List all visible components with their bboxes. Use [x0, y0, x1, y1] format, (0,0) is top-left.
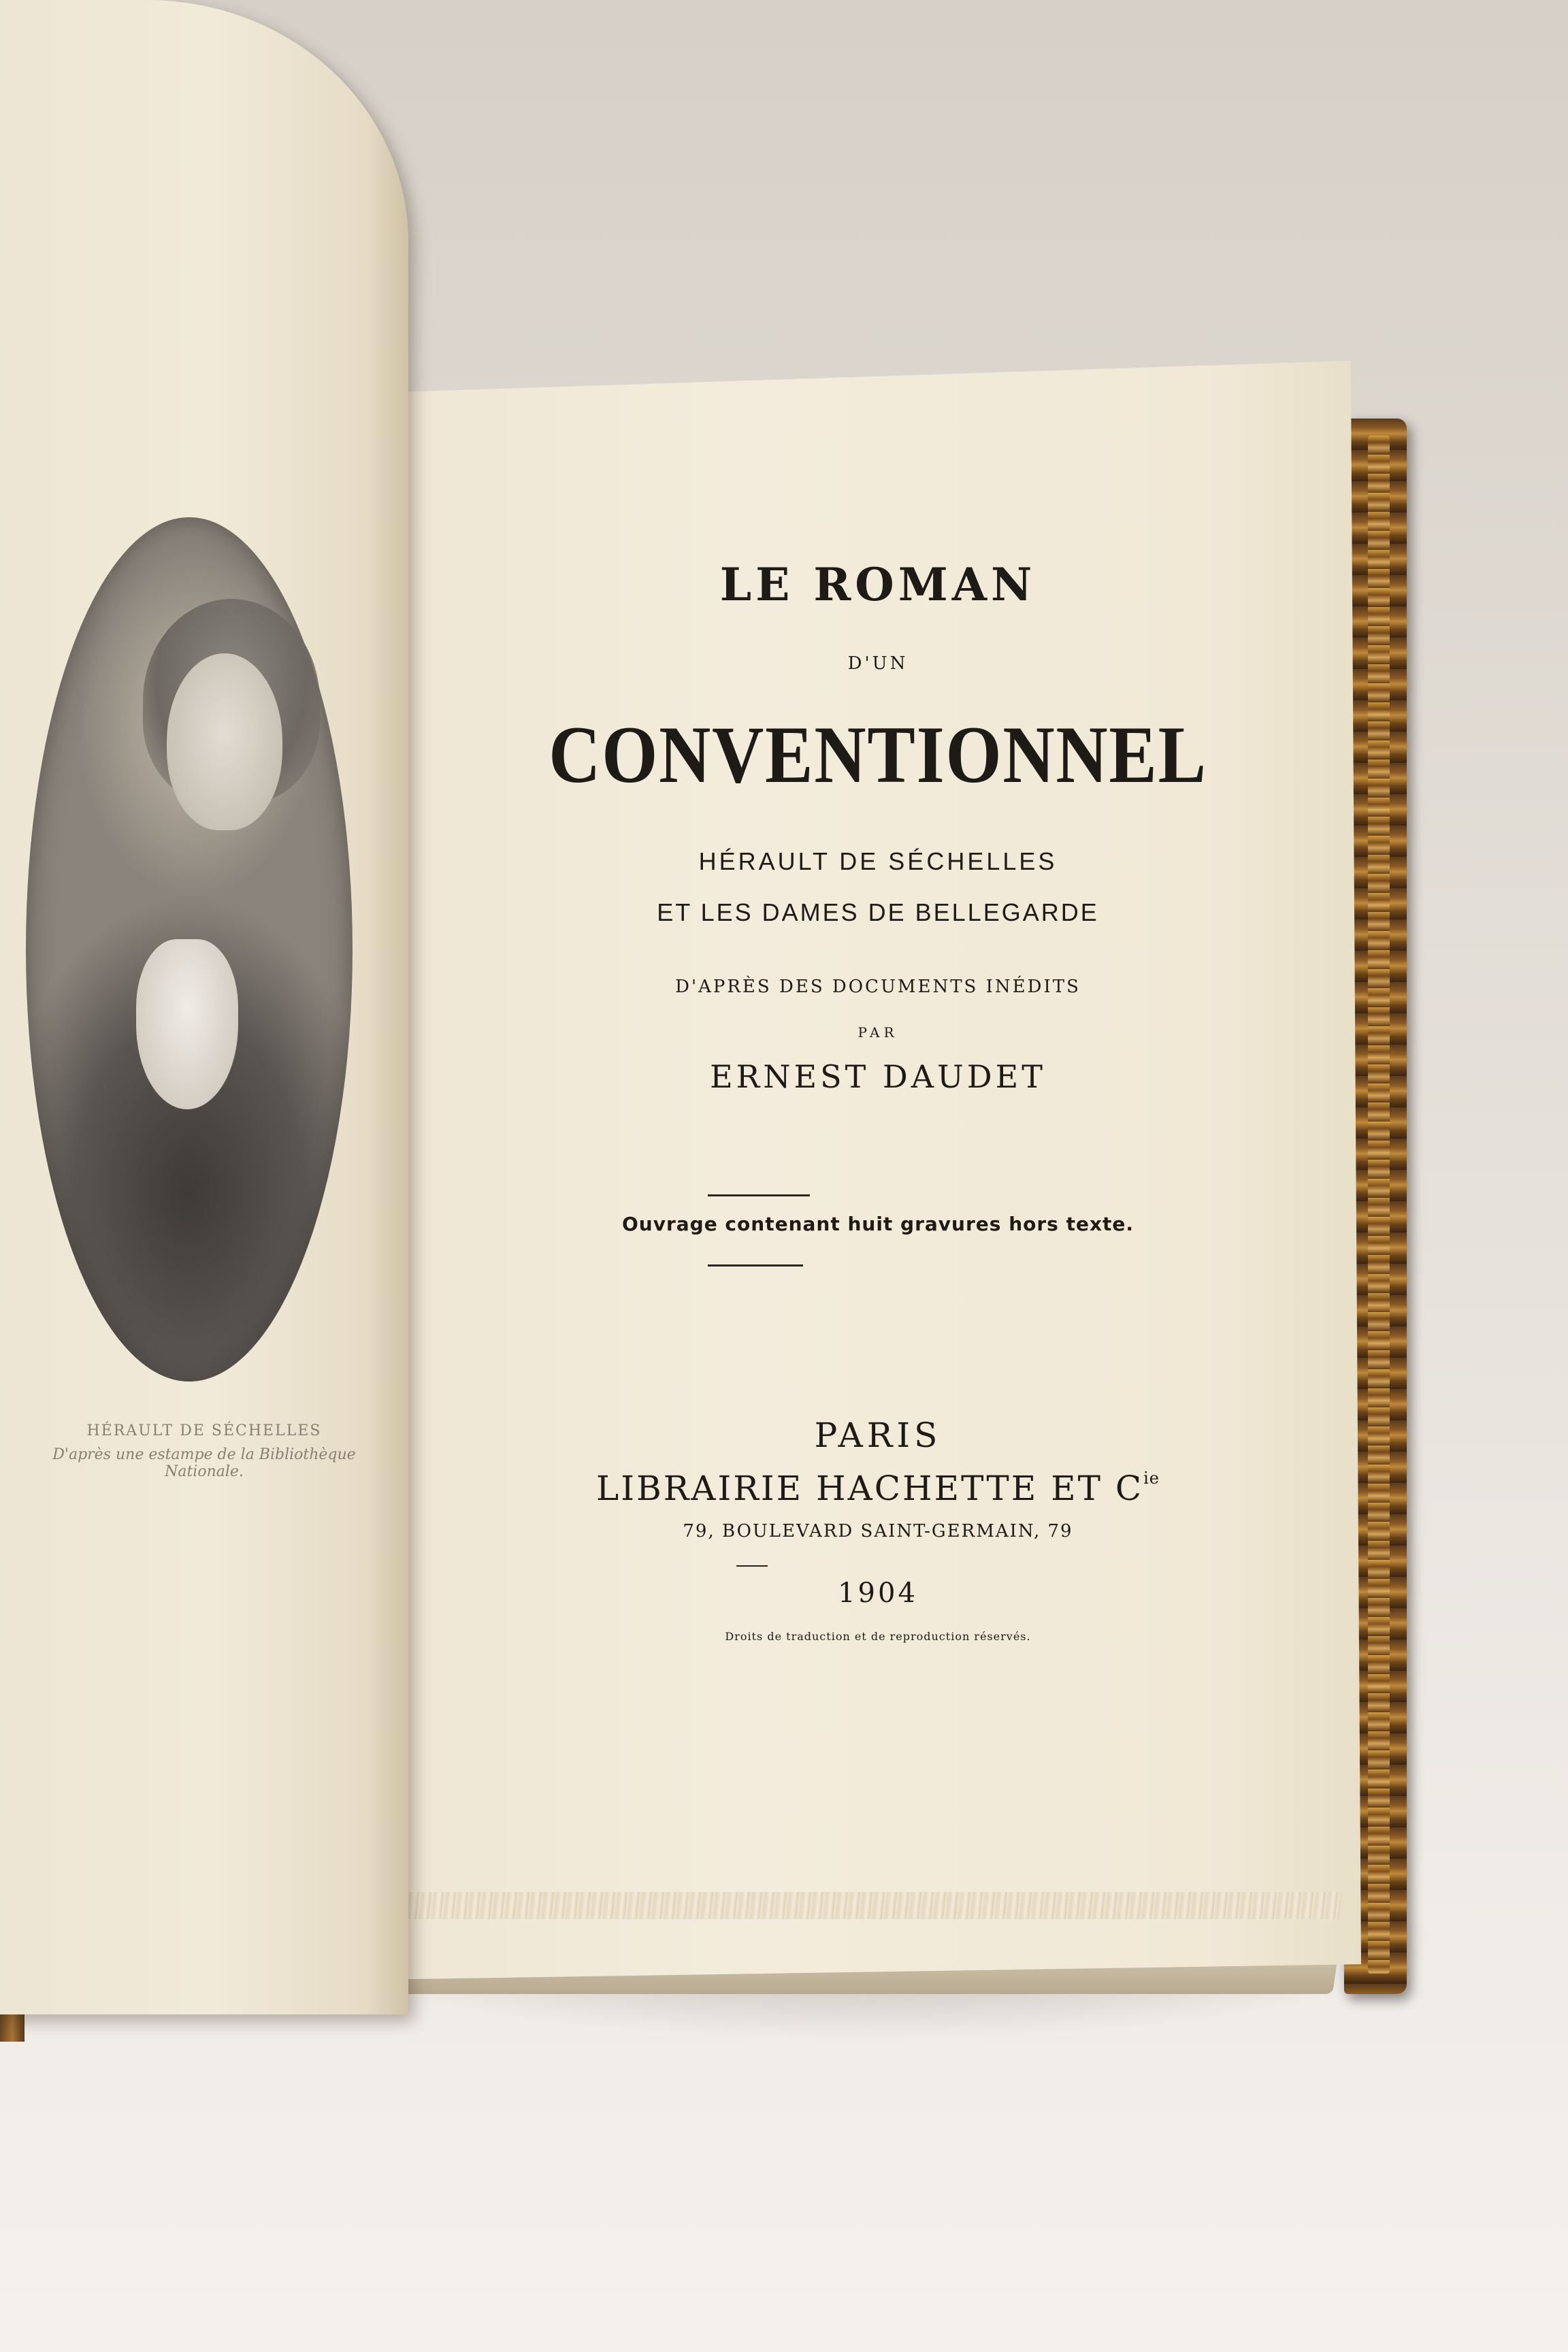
title-line-2: D'UN: [847, 653, 909, 674]
author-name: ERNEST DAUDET: [710, 1058, 1046, 1095]
deckled-edge: [318, 1892, 1342, 1919]
by-line: PAR: [858, 1024, 898, 1041]
divider-rule-bottom: [708, 1264, 803, 1267]
subtitle-1: HÉRAULT DE SÉCHELLES: [698, 847, 1058, 875]
portrait-face: [167, 653, 282, 830]
imprint-address: 79, BOULEVARD SAINT-GERMAIN, 79: [683, 1521, 1073, 1541]
title-line-1: LE ROMAN: [719, 558, 1036, 611]
illustrations-note: Ouvrage contenant huit gravures hors texte.: [621, 1213, 1134, 1235]
divider-rule-top: [708, 1194, 810, 1196]
rights-notice: Droits de traduction et de reproduction réservés.: [725, 1630, 1031, 1643]
divider-rule-year: [736, 1565, 768, 1567]
portrait-caption-source: D'après une estampe de la Bibliothèque Nationale.: [52, 1446, 356, 1480]
subtitle-2: ET LES DAMES DE BELLEGARDE: [657, 898, 1099, 926]
publisher-name: LIBRAIRIE HACHETTE ET C: [596, 1469, 1144, 1508]
imprint-publisher: [470, 1469, 1286, 1508]
portrait-caption-name: HÉRAULT DE SÉCHELLES: [86, 1422, 322, 1439]
gilt-tooling: [1368, 436, 1390, 1974]
source-note: D'APRÈS DES DOCUMENTS INÉDITS: [675, 977, 1081, 997]
imprint-city: PARIS: [814, 1416, 942, 1455]
main-title: CONVENTIONNEL: [549, 709, 1207, 800]
imprint-year: 1904: [838, 1578, 918, 1609]
publisher-suffix: ie: [1143, 1469, 1160, 1488]
portrait-cravat: [136, 939, 238, 1109]
